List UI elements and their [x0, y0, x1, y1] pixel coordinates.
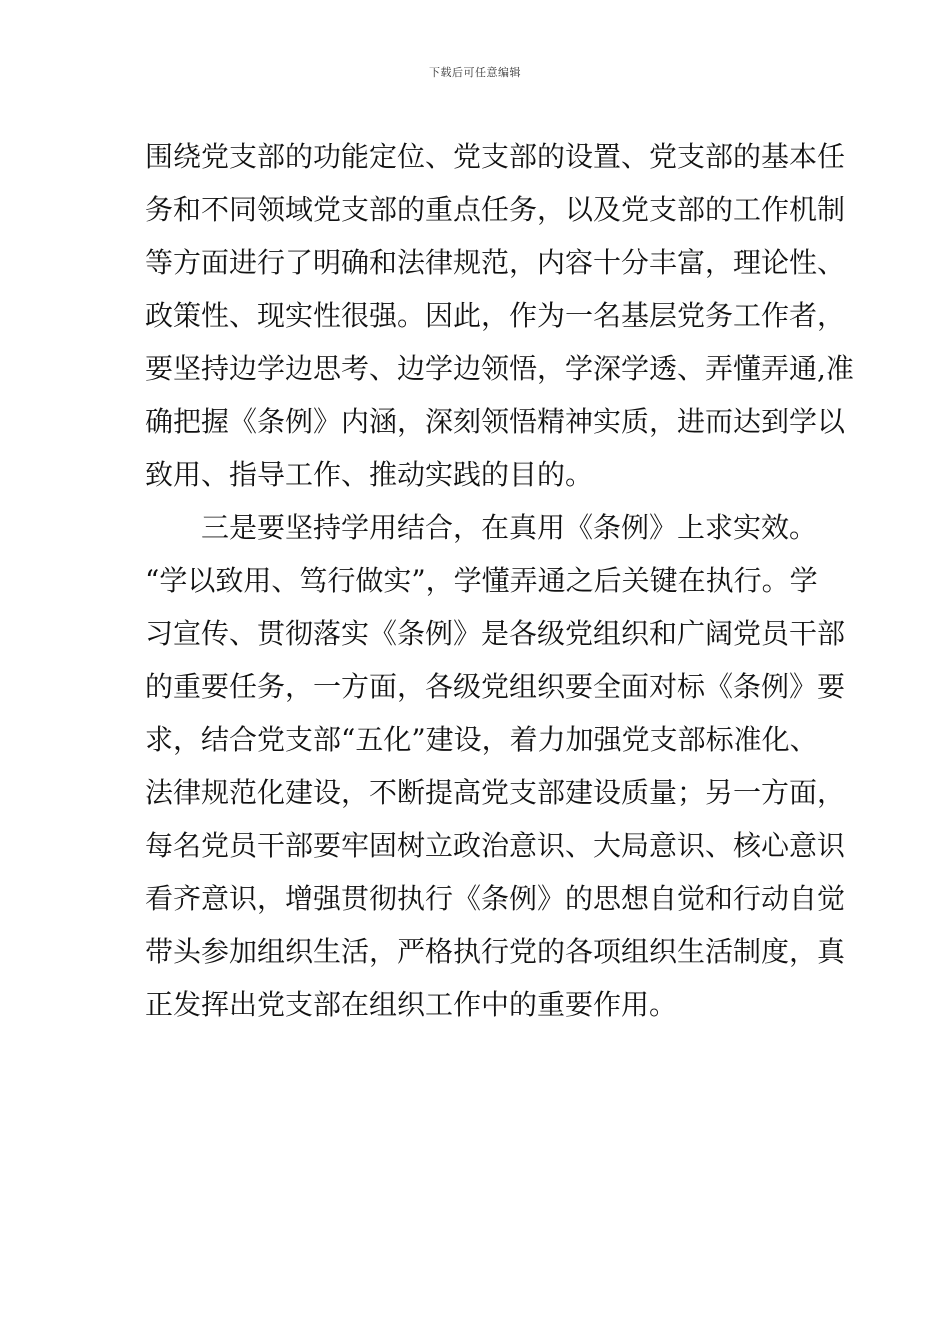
paragraph-line: 看齐意识，增强贯彻执行《条例》的思想自觉和行动自觉 — [145, 882, 846, 915]
page-header: 下载后可任意编辑 — [429, 66, 521, 79]
paragraph-line: “学以致用、笃行做实”，学懂弄通之后关键在执行。学 — [145, 564, 818, 597]
paragraph-line: 求，结合党支部“五化”建设，着力加强党支部标准化、 — [145, 723, 818, 756]
paragraph-1 — [145, 130, 854, 501]
paragraph-line: 三是要坚持学用结合，在真用《条例》上求实效。 — [201, 511, 818, 544]
paragraph-line: 致用、指导工作、推动实践的目的。 — [145, 458, 594, 491]
paragraph-line: 带头参加组织生活，严格执行党的各项组织生活制度，真 — [145, 935, 846, 968]
body-text — [145, 130, 854, 1031]
paragraph-2 — [145, 501, 846, 1031]
paragraph-line: 每名党员干部要牢固树立政治意识、大局意识、核心意识 — [145, 829, 846, 862]
paragraph-line: 等方面进行了明确和法律规范，内容十分丰富，理论性、 — [145, 246, 846, 279]
paragraph-line: 习宣传、贯彻落实《条例》是各级党组织和广阔党员干部 — [145, 617, 846, 650]
paragraph-line: 法律规范化建设，不断提高党支部建设质量；另一方面， — [145, 776, 846, 809]
paragraph-line: 确把握《条例》内涵，深刻领悟精神实质，进而达到学以 — [145, 405, 846, 438]
paragraph-line: 政策性、现实性很强。因此，作为一名基层党务工作者， — [145, 299, 846, 332]
paragraph-line: 正发挥出党支部在组织工作中的重要作用。 — [145, 988, 678, 1021]
paragraph-line: 围绕党支部的功能定位、党支部的设置、党支部的基本任 — [145, 140, 846, 173]
paragraph-line: 的重要任务，一方面，各级党组织要全面对标《条例》要 — [145, 670, 846, 703]
paragraph-line: 要坚持边学边思考、边学边领悟，学深学透、弄懂弄通,准 — [145, 352, 854, 385]
paragraph-line: 务和不同领域党支部的重点任务，以及党支部的工作机制 — [145, 193, 846, 226]
